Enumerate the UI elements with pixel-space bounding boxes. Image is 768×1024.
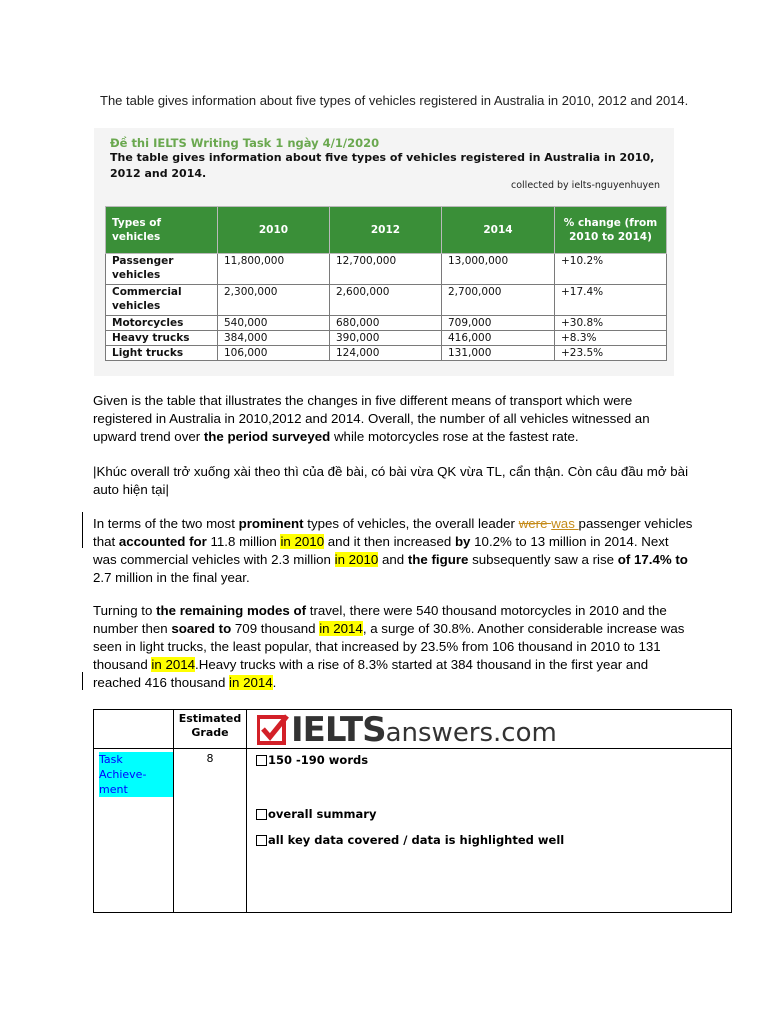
value-2014: 709,000 bbox=[442, 316, 555, 331]
checklist-label: 150 -190 words bbox=[268, 753, 369, 767]
value-2014: 13,000,000 bbox=[442, 254, 555, 285]
value-2010: 384,000 bbox=[218, 331, 330, 346]
checklist-item bbox=[256, 753, 731, 767]
essay-paragraph-intro bbox=[93, 392, 693, 446]
value-2012: 680,000 bbox=[330, 316, 442, 331]
bold-phrase: by bbox=[454, 534, 471, 549]
checkmark-logo-icon bbox=[257, 714, 289, 746]
text-run: . bbox=[272, 675, 277, 690]
text-run: .Heavy trucks with a rise of 8.3% started at 384 thousand in the first year and reached 416 thousand bbox=[93, 657, 649, 690]
bold-phrase: soared to bbox=[171, 621, 232, 636]
grading-row bbox=[94, 749, 732, 913]
text-run: types of vehicles, the overall leader bbox=[303, 516, 519, 531]
logo-domain-text: answers.com bbox=[385, 718, 557, 748]
table-row bbox=[106, 346, 667, 361]
bold-phrase: the remaining modes of bbox=[156, 603, 307, 618]
text-run: 2.7 million in the final year. bbox=[93, 570, 250, 585]
table-header-row bbox=[106, 207, 667, 254]
checklist-item bbox=[256, 833, 731, 847]
text-run: 11.8 million bbox=[206, 534, 281, 549]
text-run: Given is the table that illustrates the changes in five different means of transport which were registered in Australia in 2010,2012 and 2014. Overall, the number of all vehicles witnessed an upward trend over bbox=[93, 393, 650, 444]
value-2012: 124,000 bbox=[330, 346, 442, 361]
revision-bar bbox=[82, 512, 83, 548]
bold-phrase: of 17.4% to bbox=[617, 552, 688, 567]
text-run: 709 thousand bbox=[231, 621, 320, 636]
text-run: travel, there were 540 thousand motorcycles in 2010 and the number then bbox=[93, 603, 667, 636]
text-run: 10.2% to 13 million in 2014. Next was commercial vehicles with 2.3 million bbox=[93, 534, 669, 567]
highlighted-phrase: in 2010 bbox=[280, 534, 325, 549]
estimated-grade-label: Estimated Grade bbox=[178, 712, 242, 739]
value-2014: 131,000 bbox=[442, 346, 555, 361]
text-run: subsequently saw a rise bbox=[468, 552, 618, 567]
header-2010: 2010 bbox=[218, 207, 330, 254]
checklist-label: overall summary bbox=[268, 807, 377, 821]
checklist-label: all key data covered / data is highlighted well bbox=[268, 833, 565, 847]
vehicle-type: Commercial vehicles bbox=[106, 285, 218, 316]
header-2014: 2014 bbox=[442, 207, 555, 254]
vehicle-type: Heavy trucks bbox=[106, 331, 218, 346]
value-2010: 2,300,000 bbox=[218, 285, 330, 316]
editor-note: |Khúc overall trở xuống xài theo thì của đề bài, có bài vừa QK vừa TL, cẩn thận. Còn câu đầu mở bài auto hiện tại| bbox=[93, 464, 689, 497]
header-2012: 2012 bbox=[330, 207, 442, 254]
essay-paragraph-body-2 bbox=[93, 602, 693, 692]
highlighted-phrase: in 2014 bbox=[151, 657, 196, 672]
value-2012: 12,700,000 bbox=[330, 254, 442, 285]
grading-header-row bbox=[94, 710, 732, 749]
bold-phrase: the period surveyed bbox=[203, 429, 331, 444]
highlighted-phrase: in 2014 bbox=[319, 621, 363, 636]
value-2014: 2,700,000 bbox=[442, 285, 555, 316]
text-run: , a surge of 30.8%. Another considerable increase was seen in light trucks, the least popular, that increased by 23.5% from 106 thousand in 2010 to 131 thousand bbox=[93, 621, 685, 672]
value-2012: 390,000 bbox=[330, 331, 442, 346]
value-change: +30.8% bbox=[555, 316, 667, 331]
table-row bbox=[106, 316, 667, 331]
vehicle-type: Motorcycles bbox=[106, 316, 218, 331]
vehicle-type: Passenger vehicles bbox=[106, 254, 218, 285]
grade-cell bbox=[174, 749, 247, 913]
checkbox[interactable] bbox=[256, 835, 267, 846]
grade-value: 8 bbox=[206, 752, 214, 765]
text-run: Turning to bbox=[93, 603, 157, 618]
essay-paragraph-body-1 bbox=[93, 515, 693, 587]
value-2010: 11,800,000 bbox=[218, 254, 330, 285]
inserted-text: was bbox=[551, 516, 579, 531]
page-caption: The table gives information about five types of vehicles registered in Australia in 2010, 2012 and 2014. bbox=[100, 93, 689, 108]
estimated-grade-header bbox=[174, 710, 247, 749]
criterion-cell bbox=[94, 749, 174, 913]
text-run: while motorcycles rose at the fastest rate. bbox=[330, 429, 579, 444]
value-2010: 106,000 bbox=[218, 346, 330, 361]
logo-ielts-text: IELTS bbox=[291, 710, 386, 750]
text-run: and it then increased bbox=[324, 534, 455, 549]
grading-corner-cell bbox=[94, 710, 174, 749]
value-change: +10.2% bbox=[555, 254, 667, 285]
bold-phrase: the figure bbox=[407, 552, 469, 567]
table-row bbox=[106, 285, 667, 316]
value-change: +17.4% bbox=[555, 285, 667, 316]
table-row bbox=[106, 331, 667, 346]
value-2012: 2,600,000 bbox=[330, 285, 442, 316]
exam-credit: collected by ielts-nguyenhuyen bbox=[511, 180, 660, 191]
checkbox[interactable] bbox=[256, 755, 267, 766]
text-run: and bbox=[378, 552, 408, 567]
highlighted-phrase: in 2010 bbox=[334, 552, 379, 567]
grading-table bbox=[93, 709, 732, 913]
exam-title: Đề thi IELTS Writing Task 1 ngày 4/1/2020 bbox=[110, 136, 380, 150]
highlighted-phrase: in 2014 bbox=[229, 675, 273, 690]
header-change: % change (from 2010 to 2014) bbox=[555, 207, 667, 254]
criterion-label: Task Achieve-ment bbox=[99, 752, 173, 797]
deleted-text: were bbox=[518, 516, 552, 531]
exam-description: The table gives information about five types of vehicles registered in Australia in 2010, 2012 and 2014. bbox=[110, 151, 655, 180]
checkbox[interactable] bbox=[256, 809, 267, 820]
checklist-item bbox=[256, 807, 731, 821]
table-row bbox=[106, 254, 667, 285]
vehicles-table bbox=[105, 206, 667, 361]
bold-phrase: accounted for bbox=[118, 534, 207, 549]
logo-cell bbox=[247, 710, 732, 749]
value-change: +23.5% bbox=[555, 346, 667, 361]
vehicle-type: Light trucks bbox=[106, 346, 218, 361]
ieltsanswers-logo bbox=[257, 712, 731, 748]
revision-bar bbox=[82, 672, 83, 690]
header-types: Types of vehicles bbox=[106, 207, 218, 254]
text-run: passenger vehicles that bbox=[93, 516, 693, 549]
value-2014: 416,000 bbox=[442, 331, 555, 346]
exam-image bbox=[94, 128, 674, 376]
text-run: In terms of the two most bbox=[93, 516, 239, 531]
value-2010: 540,000 bbox=[218, 316, 330, 331]
checklist-cell bbox=[247, 749, 732, 913]
value-change: +8.3% bbox=[555, 331, 667, 346]
bold-phrase: prominent bbox=[238, 516, 304, 531]
